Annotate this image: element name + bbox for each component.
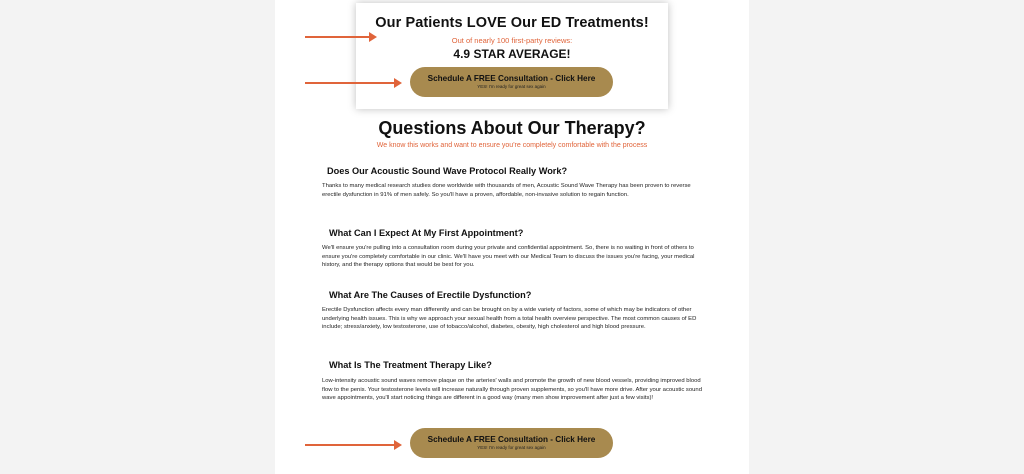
- cta-sub-label: YES! I'm ready for great sex again: [477, 84, 546, 89]
- schedule-consultation-button[interactable]: [410, 67, 613, 97]
- faq-subtitle: We know this works and want to ensure you're completely comfortable with the process: [376, 142, 648, 149]
- faq-question: What Are The Causes of Erectile Dysfunction?: [329, 290, 532, 300]
- arrow-right-icon: [305, 36, 375, 38]
- faq-answer: Erectile Dysfunction affects every man differently and can be brought on by a wide variety of factors, some of which may be indicators of other underlying health issues. This is why we approach your sexual health from a total health overview perspective. The most common causes of ED include; stress/anxiety, low testosterone, use of tobacco/alcohol, diabetes, obesity, high cholesterol and high blood pressure.: [322, 307, 697, 331]
- reviews-subtitle: Out of nearly 100 first-party reviews:: [451, 36, 573, 45]
- cta-label: Schedule A FREE Consultation - Click Here: [427, 74, 596, 83]
- faq-answer: Low-intensity acoustic sound waves remove plaque on the arteries' walls and promote the growth of new blood vessels, providing improved blood flow to the penis. Your testosterone levels will increase naturally through proven supplements, so you'll have more drive. After your acoustic sound wave appointments, you'll start noticing things are different in a good way (many men show improvement after just a few visits)!: [322, 378, 702, 402]
- star-average: 4.9 STAR AVERAGE!: [453, 47, 571, 61]
- faq-question: What Can I Expect At My First Appointment?: [329, 228, 524, 238]
- faq-question: What Is The Treatment Therapy Like?: [329, 360, 492, 370]
- arrow-right-icon: [305, 82, 400, 84]
- cta-label: Schedule A FREE Consultation - Click Here: [427, 435, 596, 444]
- faq-question: Does Our Acoustic Sound Wave Protocol Really Work?: [327, 166, 568, 176]
- faq-answer: Thanks to many medical research studies done worldwide with thousands of men, Acoustic Sound Wave Therapy has been proven to reverse erectile dysfunction in 91% of men safely. So you'll have a proven, affordable, non-invasive solution to regain function.: [322, 183, 691, 198]
- arrow-right-icon: [305, 444, 400, 446]
- schedule-consultation-button-bottom[interactable]: [410, 428, 613, 458]
- cta-sub-label: YES! I'm ready for great sex again: [477, 445, 546, 450]
- faq-answer: We'll ensure you're pulling into a consultation room during your private and confidential appointment. So, there is no waiting in front of others to ensure you're completely comfortable in our clinic. We'll have you meet with our Medical Team to discuss the issues you're facing, your medical history, and the therapy options that would be best for you.: [322, 245, 695, 269]
- right-gutter: [749, 0, 1024, 474]
- faq-title: Questions About Our Therapy?: [378, 118, 646, 138]
- left-gutter: [0, 0, 275, 474]
- reviews-title: Our Patients LOVE Our ED Treatments!: [375, 15, 649, 31]
